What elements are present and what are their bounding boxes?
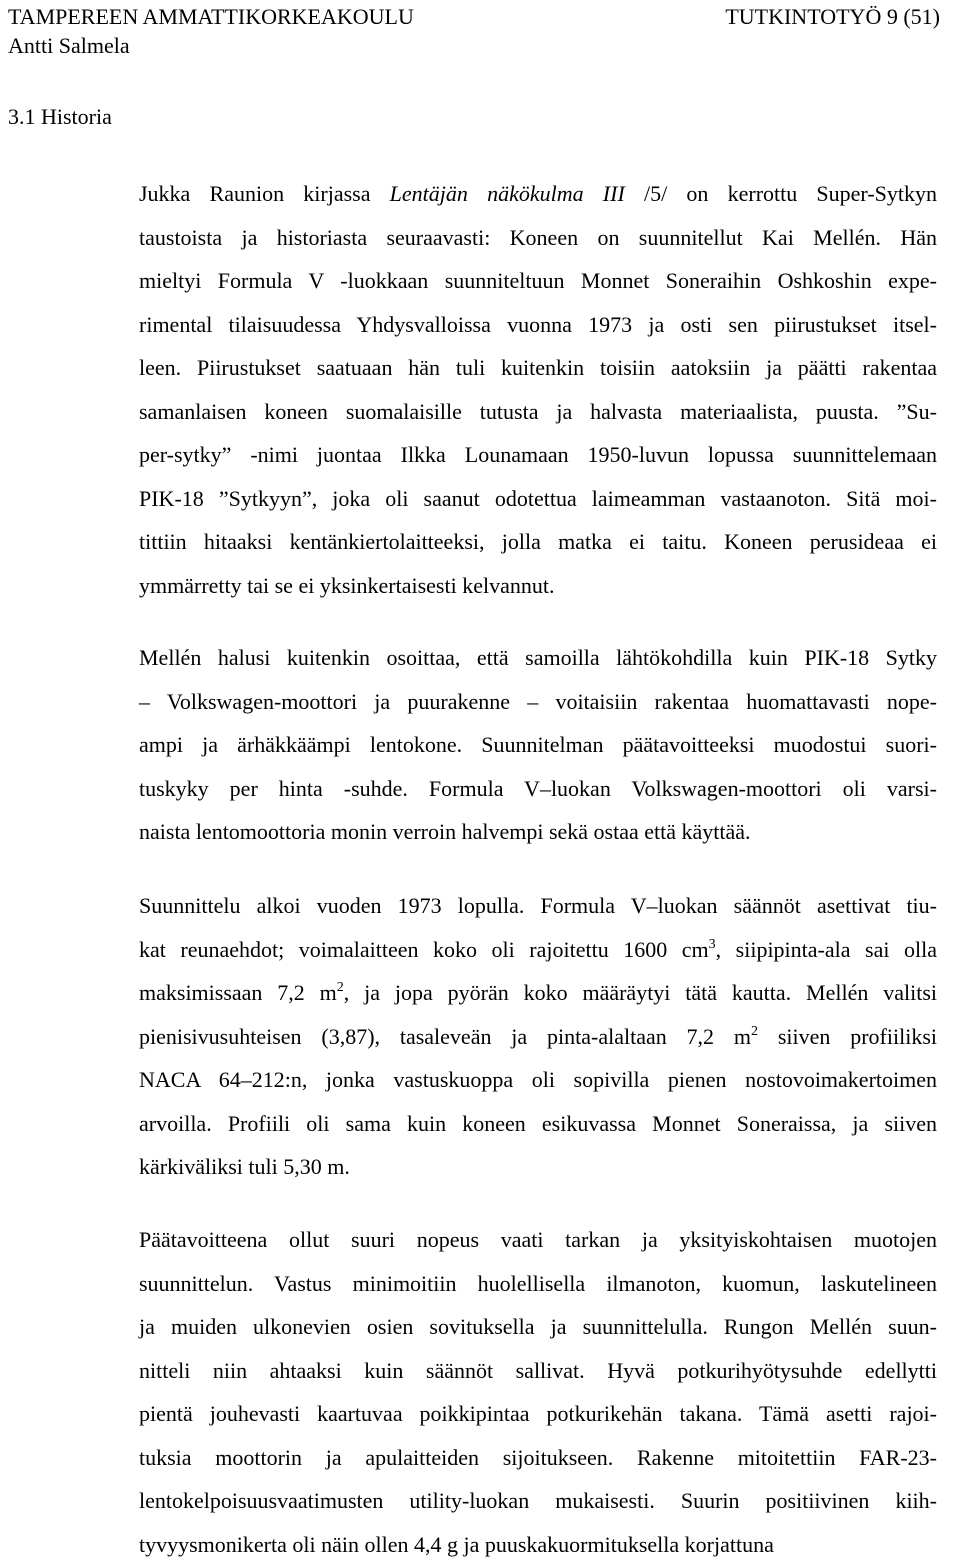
paragraph-line: Mellén halusi kuitenkin osoittaa, että samoilla lähtökohdilla kuin PIK-18 Sytky — [139, 636, 937, 680]
section-title: 3.1 Historia — [8, 104, 112, 130]
superscript: 2 — [751, 1024, 758, 1039]
paragraph-line: naista lentomoottoria monin verroin halvempi sekä ostaa että käyttää. — [139, 810, 937, 854]
paragraph-line: samanlaisen koneen suomalaisille tutusta ja halvasta materiaalista, puusta. ”Su- — [139, 390, 937, 434]
paragraph-line: tuksia moottorin ja apulaitteiden sijoitukseen. Rakenne mitoitettiin FAR-23- — [139, 1436, 937, 1480]
superscript: 3 — [709, 937, 716, 952]
paragraph-1 — [139, 172, 937, 607]
paragraph-line: tuskyky per hinta -suhde. Formula V–luokan Volkswagen-moottori oli varsi- — [139, 767, 937, 811]
paragraph-line — [139, 172, 937, 216]
paragraph-line: rimental tilaisuudessa Yhdysvalloissa vuonna 1973 ja osti sen piirustukset itsel- — [139, 303, 937, 347]
text-run: Jukka Raunion kirjassa — [139, 181, 390, 206]
paragraph-line — [139, 971, 937, 1015]
paragraph-line: pientä jouhevasti kaartuvaa poikkipintaa potkurikehän takana. Tämä asetti rajoi- — [139, 1392, 937, 1436]
paragraph-line: PIK-18 ”Sytkyyn”, joka oli saanut odotettua laimeamman vastaanoton. Sitä moi- — [139, 477, 937, 521]
paragraph-line: lentokelpoisuusvaatimusten utility-luokan mukaisesti. Suurin positiivinen kiih- — [139, 1479, 937, 1523]
paragraph-line: Päätavoitteena ollut suuri nopeus vaati tarkan ja yksityiskohtaisen muotojen — [139, 1218, 937, 1262]
paragraph-line: – Volkswagen-moottori ja puurakenne – voitaisiin rakentaa huomattavasti nope- — [139, 680, 937, 724]
paragraph-line: NACA 64–212:n, jonka vastuskuoppa oli sopivilla pienen nostovoimakertoimen — [139, 1058, 937, 1102]
paragraph-4 — [139, 1218, 937, 1566]
text-run: maksimissaan 7,2 m — [139, 980, 337, 1005]
paragraph-line: mieltyi Formula V -luokkaan suunniteltuun Monnet Soneraihin Oshkoshin expe- — [139, 259, 937, 303]
text-run: siiven profiiliksi — [758, 1024, 937, 1049]
superscript: 2 — [337, 980, 344, 995]
paragraph-line: kärkiväliksi tuli 5,30 m. — [139, 1145, 937, 1189]
text-run: /5/ on kerrottu Super-Sytkyn — [625, 181, 937, 206]
paragraph-line: Suunnittelu alkoi vuoden 1973 lopulla. Formula V–luokan säännöt asettivat tiu- — [139, 884, 937, 928]
paragraph-3 — [139, 884, 937, 1189]
header-doc-type-page: TUTKINTOTYÖ 9 (51) — [725, 4, 940, 30]
text-run: , siipipinta-ala sai olla — [716, 937, 937, 962]
paragraph-line: tyvyysmonikerta oli näin ollen 4,4 g ja puuskakuormituksella korjattuna — [139, 1523, 937, 1566]
text-run: kat reunaehdot; voimalaitteen koko oli rajoitettu 1600 cm — [139, 937, 709, 962]
book-title: Lentäjän näkökulma III — [390, 181, 625, 206]
paragraph-line: suunnittelun. Vastus minimoitiin huolellisella ilmanoton, kuomun, laskutelineen — [139, 1262, 937, 1306]
paragraph-line: leen. Piirustukset saatuaan hän tuli kuitenkin toisiin aatoksiin ja päätti rakentaa — [139, 346, 937, 390]
paragraph-line: ymmärretty tai se ei yksinkertaisesti kelvannut. — [139, 564, 937, 608]
text-run: , ja jopa pyörän koko määräytyi tätä kautta. Mellén valitsi — [344, 980, 937, 1005]
paragraph-line: ja muiden ulkonevien osien sovituksella ja suunnittelulla. Rungon Mellén suun- — [139, 1305, 937, 1349]
header-author: Antti Salmela — [8, 33, 130, 59]
paragraph-line: tittiin hitaaksi kentänkiertolaitteeksi, jolla matka ei taitu. Koneen perusideaa ei — [139, 520, 937, 564]
paragraph-line: per-sytky” -nimi juontaa Ilkka Lounamaan 1950-luvun lopussa suunnittelemaan — [139, 433, 937, 477]
paragraph-line: taustoista ja historiasta seuraavasti: Koneen on suunnitellut Kai Mellén. Hän — [139, 216, 937, 260]
paragraph-line — [139, 1015, 937, 1059]
paragraph-line: nitteli niin ahtaaksi kuin säännöt sallivat. Hyvä potkurihyötysuhde edellytti — [139, 1349, 937, 1393]
paragraph-2 — [139, 636, 937, 854]
text-run: pienisivusuhteisen (3,87), tasaleveän ja pinta-alaltaan 7,2 m — [139, 1024, 751, 1049]
paragraph-line — [139, 928, 937, 972]
paragraph-line: ampi ja ärhäkkäämpi lentokone. Suunnitelman päätavoitteeksi muodostui suori- — [139, 723, 937, 767]
header-institution: TAMPEREEN AMMATTIKORKEAKOULU — [8, 4, 414, 30]
paragraph-line: arvoilla. Profiili oli sama kuin koneen esikuvassa Monnet Soneraissa, ja siiven — [139, 1102, 937, 1146]
